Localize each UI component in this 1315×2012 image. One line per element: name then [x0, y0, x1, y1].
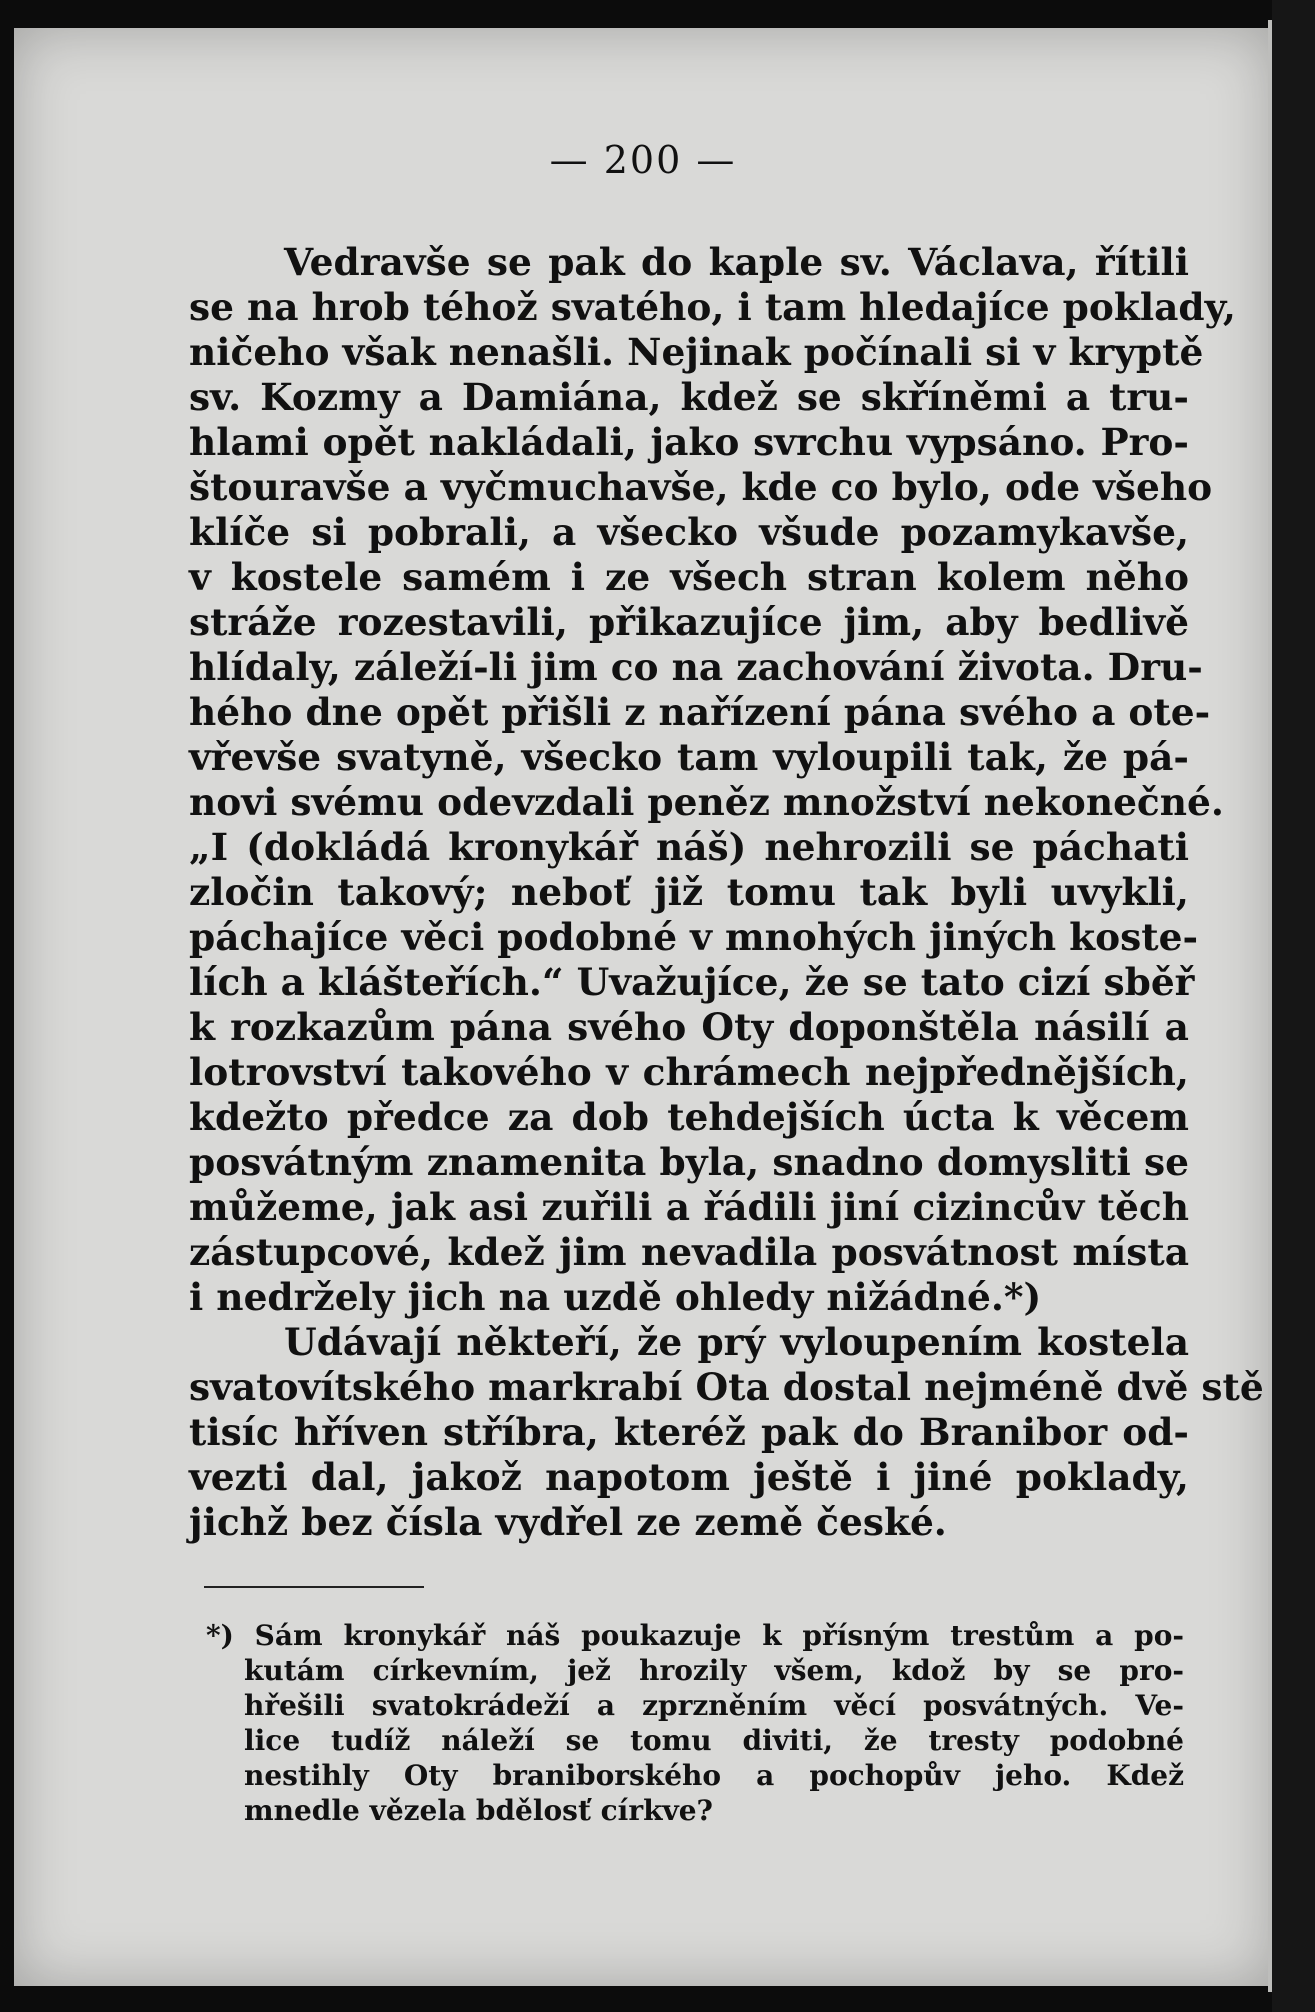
- text-line: klíče si pobrali, a všecko všude pozamykavše,: [189, 510, 1189, 554]
- footnote-line: lice tudíž náleží se tomu diviti, že tresty podobné: [244, 1724, 1184, 1757]
- text-line: Vedravše se pak do kaple sv. Václava, řítili: [284, 240, 1189, 284]
- text-line: zástupcové, kdež jim nevadila posvátnost místa: [189, 1230, 1189, 1274]
- body-text: [189, 240, 1264, 1545]
- text-line: stráže rozestavili, přikazujíce jim, aby bedlivě: [189, 600, 1189, 644]
- footnote: [206, 1618, 1184, 1828]
- text-line: hého dne opět přišli z nařízení pána svého a ote-: [189, 690, 1211, 734]
- text-line: hlami opět nakládali, jako svrchu vypsáno. Pro-: [189, 420, 1189, 464]
- text-line: hlídaly, záleží-li jim co na zachování života. Dru-: [189, 645, 1203, 689]
- text-line: v kostele samém i ze všech stran kolem něho: [189, 555, 1189, 599]
- footnote-line: nestihly Oty braniborského a pochopův jeho. Kdež: [244, 1759, 1184, 1792]
- text-line: i nedržely jich na uzdě ohledy nižádné.*): [189, 1275, 1042, 1319]
- paragraph-2: [189, 1320, 1264, 1545]
- book-page: [14, 28, 1272, 1986]
- paragraph-1: [189, 240, 1236, 1320]
- text-line: „I (dokládá kronykář náš) nehrozili se páchati: [189, 825, 1189, 869]
- text-line: k rozkazům pána svého Oty doponštěla násilí a: [189, 1005, 1189, 1049]
- text-line: posvátným znamenita byla, snadno domysliti se: [189, 1140, 1189, 1184]
- text-line: můžeme, jak asi zuřili a řádili jiní cizincův těch: [189, 1185, 1189, 1229]
- text-line: lích a klášteřích.“ Uvažujíce, že se tato cizí sběř: [189, 960, 1195, 1004]
- page-number: — 200 —: [549, 138, 737, 182]
- text-line: sv. Kozmy a Damiána, kdež se skříněmi a tru-: [189, 375, 1189, 419]
- text-line: vezti dal, jakož napotom ještě i jiné poklady,: [189, 1455, 1189, 1499]
- text-line: svatovítského markrabí Ota dostal nejméně dvě stě: [189, 1365, 1264, 1409]
- footnote-line: mnedle vězela bdělosť církve?: [244, 1794, 713, 1827]
- footnote-line: kutám církevním, jež hrozily všem, kdož by se pro-: [244, 1654, 1184, 1687]
- text-line: jichž bez čísla vydřel ze země české.: [189, 1500, 947, 1544]
- text-line: kdežto předce za dob tehdejších úcta k věcem: [189, 1095, 1189, 1139]
- text-line: novi svému odevzdali peněz množství nekonečné.: [189, 780, 1224, 824]
- text-line: tisíc hříven stříbra, kteréž pak do Branibor od-: [189, 1410, 1189, 1454]
- footnote-line: hřešili svatokrádeží a zprzněním věcí posvátných. Ve-: [244, 1689, 1184, 1722]
- scan-border: [1272, 0, 1315, 2012]
- footnote-divider: [204, 1586, 424, 1588]
- text-line: lotrovství takového v chrámech nejpřednějších,: [189, 1050, 1189, 1094]
- text-line: štouravše a vyčmuchavše, kde co bylo, ode všeho: [189, 465, 1213, 509]
- text-line: páchajíce věci podobné v mnohých jiných koste-: [189, 915, 1199, 959]
- footnote-line: *) Sám kronykář náš poukazuje k přísným trestům a po-: [206, 1619, 1184, 1652]
- text-line: zločin takový; neboť již tomu tak byli uvykli,: [189, 870, 1189, 914]
- text-line: se na hrob téhož svatého, i tam hledajíce poklady,: [189, 285, 1236, 329]
- text-line: ničeho však nenašli. Nejinak počínali si v kryptě: [189, 330, 1204, 374]
- text-line: vřevše svatyně, všecko tam vyloupili tak, že pá-: [189, 735, 1189, 779]
- text-line: Udávají někteří, že prý vyloupením kostela: [284, 1320, 1189, 1364]
